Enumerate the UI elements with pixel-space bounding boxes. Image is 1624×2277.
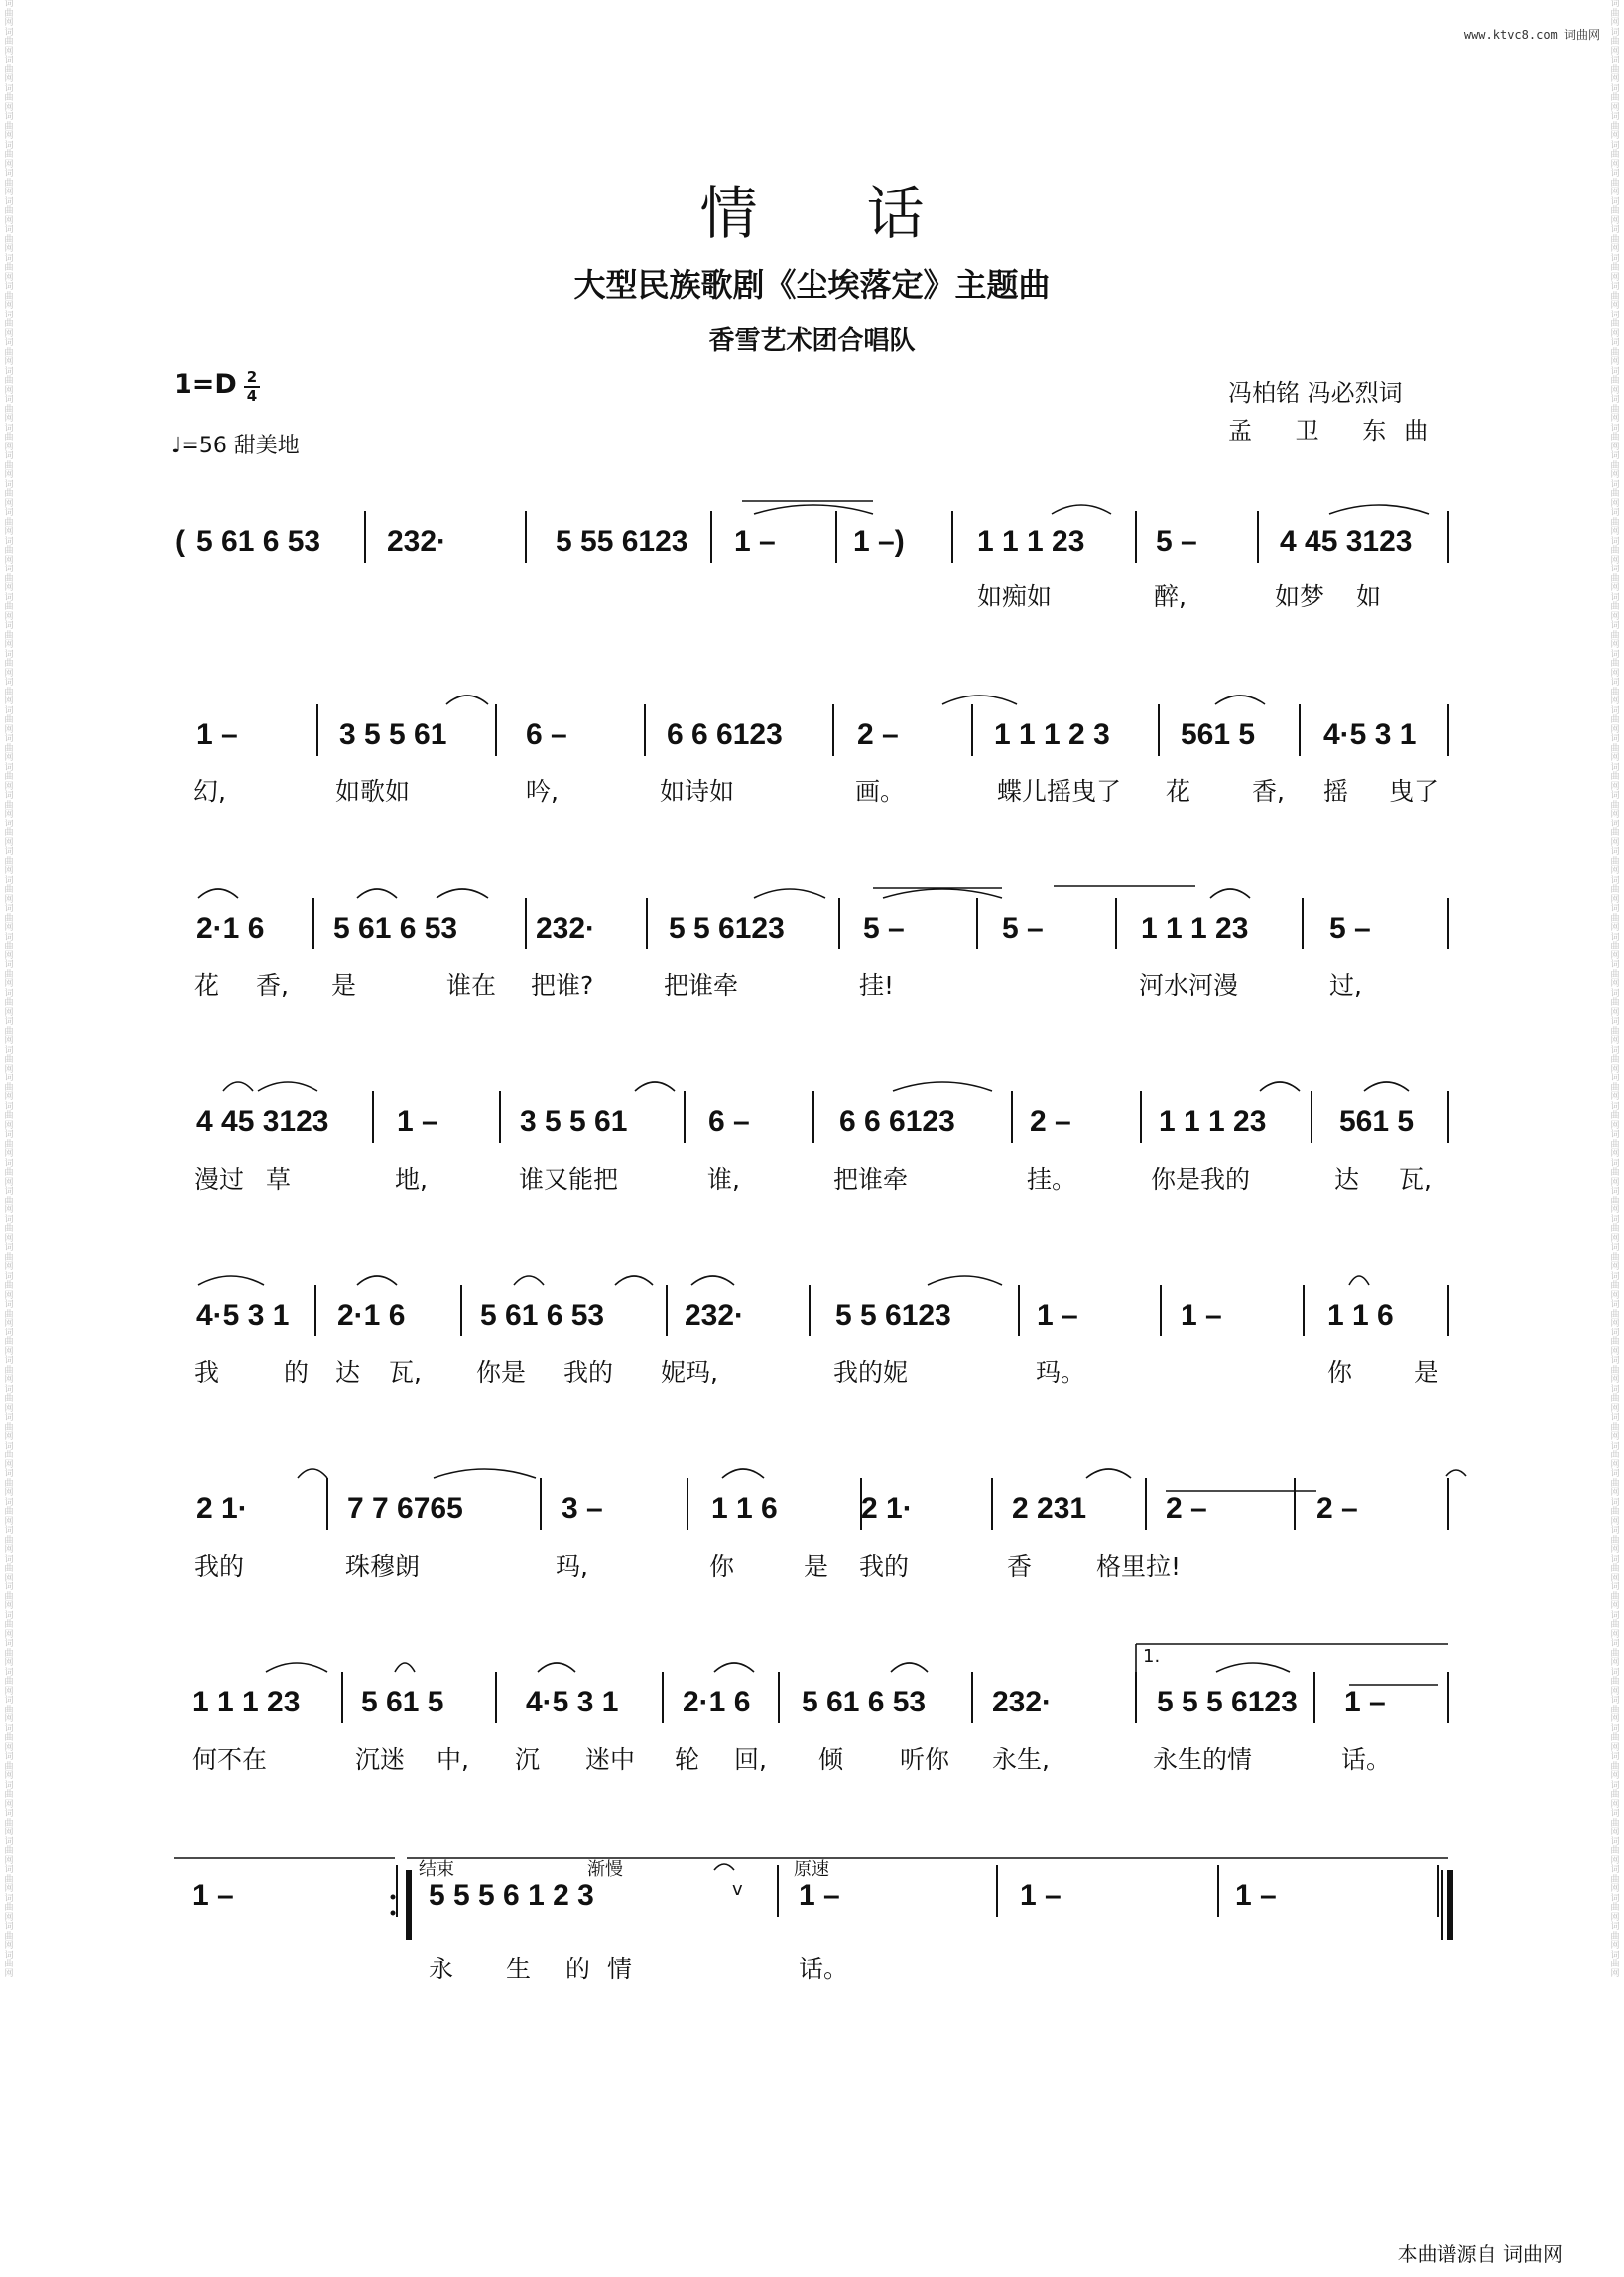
lyric-text: 妮玛, — [661, 1358, 718, 1387]
composer-credit: 孟 卫 东曲 — [1228, 417, 1446, 444]
time-signature-top: 2 — [246, 368, 258, 386]
lyric-text: 曳了 — [1389, 777, 1439, 806]
notation-measure: 232· — [685, 1299, 745, 1331]
song-performer: 香雪艺术团合唱队 — [708, 326, 916, 356]
lyric-text: 如痴如 — [977, 582, 1053, 611]
notation-measure: 232· — [387, 525, 447, 558]
slur-mark — [1210, 889, 1250, 898]
lyric-text: 我的妮 — [833, 1358, 909, 1387]
lyric-text: 瓦, — [1399, 1165, 1432, 1194]
lyric-text: 是 — [1414, 1358, 1439, 1387]
slur-mark — [357, 1276, 397, 1285]
notation-measure: 5 5 6123 — [669, 912, 785, 945]
notation-measure: 5 – — [1156, 525, 1197, 558]
slur-mark — [446, 696, 488, 704]
notation-measure: 2·1 6 — [337, 1299, 406, 1331]
notation-measure: 4·5 3 1 — [526, 1686, 619, 1718]
notation-measure: 4·5 3 1 — [1323, 718, 1417, 751]
lyric-text: 幻, — [193, 777, 226, 806]
notation-measure: 5 – — [1329, 912, 1371, 945]
slur-mark — [223, 1082, 253, 1091]
notation-measure: 5 61 6 53 — [196, 525, 321, 558]
notation-measure: 1 – — [1020, 1879, 1062, 1912]
lyric-text: 如歌如 — [335, 777, 411, 806]
notation-measure: 6 – — [708, 1105, 750, 1138]
slur-mark — [198, 889, 238, 898]
lyric-text: 沉 — [515, 1745, 541, 1774]
notation-measure: 2 – — [857, 718, 899, 751]
lyric-text: 地, — [395, 1165, 428, 1194]
quarter-note-icon: ♩ — [171, 434, 182, 458]
lyric-text: 永生, — [992, 1745, 1050, 1774]
lyric-text: 玛。 — [1036, 1358, 1086, 1387]
lyric-text: 我的 — [859, 1552, 910, 1581]
lyric-text: 摇 — [1323, 777, 1349, 806]
lyric-text: 把谁牵 — [664, 971, 739, 1000]
lyricist-credit: 冯柏铭 冯必烈词 — [1228, 379, 1403, 407]
lyric-text: 格里拉! — [1096, 1552, 1182, 1581]
lyric-text: 情 — [607, 1955, 633, 1983]
slur-mark — [928, 1276, 1002, 1285]
notation-measure: 5 5 5 6123 — [1157, 1686, 1298, 1718]
notation-measure: 5 61 5 — [361, 1686, 444, 1718]
lyric-text: 把谁牵 — [833, 1165, 909, 1194]
notation-measure: 1 – — [196, 718, 238, 751]
slur-mark — [714, 1663, 754, 1672]
notation-measure: 2 1· — [196, 1492, 248, 1525]
notation-measure: 5 61 6 53 — [333, 912, 458, 945]
lyric-text: 漫过 — [194, 1165, 245, 1194]
lyric-text: 回, — [734, 1745, 767, 1774]
notation-measure: 5 5 6123 — [835, 1299, 951, 1331]
notation-measure: 1 – — [397, 1105, 438, 1138]
lyric-text: 轮 — [675, 1745, 700, 1774]
lyric-text: 过, — [1329, 971, 1362, 1000]
notation-measure: 2·1 6 — [196, 912, 265, 945]
lyric-text: 香, — [256, 971, 289, 1000]
lyric-text: 中, — [437, 1745, 469, 1774]
notation-measure: 5 55 6123 — [556, 525, 688, 558]
lyric-text: 蝶儿摇曳了 — [997, 777, 1122, 806]
lyric-text: 你 — [1327, 1358, 1353, 1387]
lyric-text: 何不在 — [192, 1745, 268, 1774]
lyric-text: 挂。 — [1027, 1165, 1077, 1194]
slur-mark — [1215, 696, 1265, 704]
slur-mark — [1086, 1469, 1131, 1478]
notation-measure: 232· — [536, 912, 596, 945]
notation-measure: 2 – — [1166, 1492, 1207, 1525]
notation-measure: 2·1 6 — [683, 1686, 751, 1718]
slur-mark — [198, 1276, 264, 1285]
slur-mark — [754, 505, 873, 514]
fermata-icon — [714, 1864, 734, 1870]
slur-mark — [1349, 1276, 1369, 1285]
notation-measure: 6 6 6123 — [839, 1105, 955, 1138]
lyric-text: 谁又能把 — [519, 1165, 619, 1194]
slur-mark — [1329, 505, 1429, 514]
lyric-text: 我的 — [563, 1358, 614, 1387]
song-title: 情话 — [699, 180, 1034, 247]
notation-measure: 1 – — [1181, 1299, 1222, 1331]
notation-measure: 2 – — [1316, 1492, 1358, 1525]
slur-mark — [395, 1663, 415, 1672]
lyric-text: 听你 — [900, 1745, 950, 1774]
lyric-text: 画。 — [855, 777, 906, 806]
notation-measure: 5 61 6 53 — [480, 1299, 605, 1331]
notation-measure: 3 5 5 61 — [339, 718, 447, 751]
slur-mark — [942, 696, 1017, 704]
notation-measure: 232· — [992, 1686, 1053, 1718]
lyric-text: 的 — [284, 1358, 310, 1387]
lyric-text: 醉, — [1154, 582, 1187, 611]
lyric-text: 吟, — [526, 777, 559, 806]
lyric-text: 话。 — [799, 1955, 849, 1983]
notation-measure: 1 1 1 23 — [1141, 912, 1249, 945]
notation-measure: 5 – — [863, 912, 905, 945]
notation-measure: 1 1 1 23 — [977, 525, 1085, 558]
a-tempo-label: 原速 — [794, 1859, 829, 1880]
notation-measure: 1 1 1 2 3 — [994, 718, 1110, 751]
volta-label: 1. — [1143, 1646, 1161, 1667]
notation-measure: 1 – — [1235, 1879, 1277, 1912]
site-url[interactable]: www.ktvc8.com 词曲网 — [1463, 28, 1600, 42]
lyric-text: 瓦, — [389, 1358, 422, 1387]
notation-measure: 1 – — [799, 1879, 840, 1912]
slur-mark — [434, 1469, 536, 1478]
notation-measure: 6 – — [526, 718, 567, 751]
notation-measure: 4 45 3123 — [1280, 525, 1413, 558]
notation-measure: 4·5 3 1 — [196, 1299, 290, 1331]
lyric-text: 谁, — [707, 1165, 740, 1194]
notation-measure: 1 – — [1344, 1686, 1386, 1718]
slur-mark — [266, 1663, 327, 1672]
lyric-text: 谁在 — [446, 971, 497, 1000]
lyric-text: 珠穆朗 — [345, 1552, 421, 1581]
lyric-text: 花 — [194, 971, 220, 1000]
notation-measure: 1 1 1 23 — [192, 1686, 301, 1718]
ending-label: 结束 — [419, 1859, 454, 1880]
notation-measure: 2 – — [1030, 1105, 1071, 1138]
lyric-text: 永 — [429, 1955, 454, 1983]
notation-measure: 3 5 5 61 — [520, 1105, 628, 1138]
lyric-text: 香, — [1252, 777, 1285, 806]
slur-mark — [893, 1082, 992, 1091]
source-credit[interactable]: 本曲谱源自 词曲网 — [1397, 2242, 1562, 2266]
slur-mark — [691, 1276, 734, 1285]
lyric-text: 你是 — [476, 1358, 527, 1387]
slur-mark — [357, 889, 397, 898]
notation-measure: 6 6 6123 — [667, 718, 783, 751]
lyric-text: 话。 — [1341, 1745, 1392, 1774]
slur-mark — [437, 889, 488, 898]
right-watermark-strip: 词曲网词曲网词曲网词曲网词曲网词曲网词曲网词曲网词曲网词曲网词曲网词曲网词曲网词曲网词曲网词曲网词曲网词曲网词曲网词曲网词曲网词曲网词曲网词曲网词曲网词曲网词曲网词曲网词曲网词曲网词曲网词曲网词曲网词曲网词曲网词曲网词曲网词曲网词曲网词曲网词曲网词曲网词曲网词曲网词曲网词曲网词曲网词曲网词曲网词曲网词曲网词曲网词曲网词曲网词曲网词曲网词曲网词曲网词曲网词曲网词曲网词曲网词曲网词曲网词曲网词曲网词曲网词曲网词曲网词曲网 — [1610, 0, 1620, 1979]
repeat-dot — [391, 1895, 396, 1900]
slur-mark — [1364, 1082, 1409, 1091]
lyric-text: 花 — [1166, 777, 1191, 806]
slur-mark — [754, 889, 825, 898]
slur-mark — [1216, 1663, 1290, 1672]
notation-measure: 1 – — [1037, 1299, 1078, 1331]
repeat-dot — [391, 1911, 396, 1916]
lyric-text: 如梦 — [1275, 582, 1325, 611]
lyric-text: 如诗如 — [660, 777, 735, 806]
slur-mark — [1260, 1082, 1300, 1091]
slur-mark — [615, 1276, 653, 1285]
slur-mark — [514, 1276, 544, 1285]
time-signature-bottom: 4 — [244, 386, 260, 405]
notation-measure: 2 1· — [861, 1492, 913, 1525]
slur-mark — [258, 1082, 317, 1091]
notation-measure: 5 5 5 6 1 2 3 — [429, 1879, 594, 1912]
key-signature: 1=D — [174, 369, 237, 400]
lyric-text: 挂! — [859, 971, 895, 1000]
notation-measure: 4 45 3123 — [196, 1105, 329, 1138]
lyric-text: 沉迷 — [355, 1745, 406, 1774]
lyric-text: 迷中 — [585, 1745, 636, 1774]
lyric-text: 达 — [1334, 1165, 1360, 1194]
slur-mark — [883, 889, 1002, 898]
slur-mark — [298, 1469, 327, 1478]
lyric-text: 把谁? — [531, 971, 594, 1000]
notation-measure: 1 1 6 — [711, 1492, 778, 1525]
notation-measure: 561 5 — [1181, 718, 1256, 751]
notation-measure: 1 1 6 — [1327, 1299, 1394, 1331]
lyric-text: 草 — [266, 1165, 292, 1194]
lyric-text: 倾 — [818, 1745, 844, 1774]
song-subtitle: 大型民族歌剧《尘埃落定》主题曲 — [573, 266, 1051, 304]
notation-measure: 5 – — [1002, 912, 1044, 945]
lyric-text: 河水河漫 — [1139, 971, 1239, 1000]
notation-measure: 3 – — [562, 1492, 603, 1525]
breath-mark: v — [732, 1879, 743, 1900]
lyric-text: 达 — [335, 1358, 361, 1387]
slur-mark — [538, 1663, 575, 1672]
notation-measure: ( — [175, 525, 185, 558]
notation-measure: 1 – — [192, 1879, 234, 1912]
notation-measure: 7 7 6765 — [347, 1492, 463, 1525]
slur-mark — [635, 1082, 675, 1091]
lyric-text: 生 — [506, 1955, 532, 1983]
lyric-text: 我的 — [194, 1552, 245, 1581]
lyric-text: 的 — [565, 1955, 591, 1983]
lyric-text: 是 — [331, 971, 357, 1000]
slur-mark — [1052, 505, 1111, 514]
fermata-icon — [1446, 1470, 1466, 1476]
notation-measure: 5 61 6 53 — [802, 1686, 927, 1718]
lyric-text: 如 — [1356, 582, 1382, 611]
lyric-text: 我 — [194, 1358, 220, 1387]
notation-measure: 1 –) — [853, 525, 905, 558]
tempo-text: =56 甜美地 — [181, 434, 300, 458]
lyric-text: 永生的情 — [1153, 1745, 1253, 1774]
notation-measure: 561 5 — [1339, 1105, 1415, 1138]
lyric-text: 玛, — [556, 1552, 588, 1581]
lyric-text: 香 — [1007, 1552, 1033, 1581]
slur-mark — [722, 1469, 764, 1478]
notation-measure: 2 231 — [1012, 1492, 1087, 1525]
lyric-text: 你 — [709, 1552, 735, 1581]
notation-measure: 1 – — [734, 525, 776, 558]
lyric-text: 你是我的 — [1151, 1165, 1251, 1194]
slur-mark — [891, 1663, 928, 1672]
ritardando-label: 渐慢 — [587, 1859, 623, 1880]
notation-measure: 1 1 1 23 — [1159, 1105, 1267, 1138]
left-watermark-strip: 词曲网词曲网词曲网词曲网词曲网词曲网词曲网词曲网词曲网词曲网词曲网词曲网词曲网词曲网词曲网词曲网词曲网词曲网词曲网词曲网词曲网词曲网词曲网词曲网词曲网词曲网词曲网词曲网词曲网词曲网词曲网词曲网词曲网词曲网词曲网词曲网词曲网词曲网词曲网词曲网词曲网词曲网词曲网词曲网词曲网词曲网词曲网词曲网词曲网词曲网词曲网词曲网词曲网词曲网词曲网词曲网词曲网词曲网词曲网词曲网词曲网词曲网词曲网词曲网词曲网词曲网词曲网词曲网词曲网词曲网 — [4, 0, 14, 1979]
lyric-text: 是 — [804, 1552, 829, 1581]
